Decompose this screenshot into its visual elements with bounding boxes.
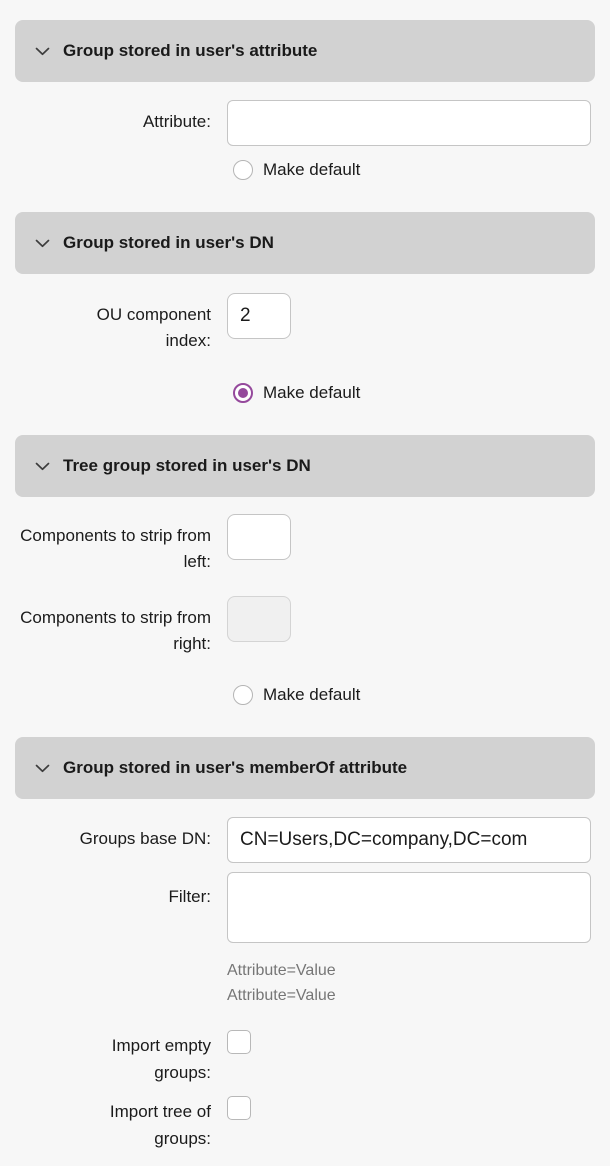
section-group-user-dn	[15, 212, 595, 403]
strip-right-label: Components to strip from right:	[20, 608, 211, 653]
section-title: Tree group stored in user's DN	[63, 456, 311, 475]
section-header-user-dn[interactable]	[15, 212, 595, 274]
make-default-radio-dn[interactable]	[233, 383, 253, 403]
chevron-down-icon	[35, 47, 50, 56]
import-tree-of-groups-checkbox[interactable]	[227, 1096, 251, 1120]
import-empty-groups-checkbox[interactable]	[227, 1030, 251, 1054]
ou-component-index-input[interactable]	[227, 293, 291, 339]
strip-left-input[interactable]	[227, 514, 291, 560]
strip-left-label: Components to strip from left:	[20, 526, 211, 571]
strip-right-input	[227, 596, 291, 642]
make-default-radio-tree-dn[interactable]	[233, 685, 253, 705]
make-default-radio-attribute[interactable]	[233, 160, 253, 180]
make-default-label: Make default	[263, 160, 361, 179]
import-empty-groups-label: Import empty groups:	[111, 1036, 211, 1082]
import-tree-of-groups-label: Import tree of groups:	[109, 1102, 211, 1148]
groups-base-dn-input[interactable]	[227, 817, 591, 863]
attribute-label: Attribute:	[142, 112, 211, 131]
section-title: Group stored in user's attribute	[63, 41, 318, 60]
filter-hint-line: Attribute=Value	[227, 987, 336, 1004]
make-default-label: Make default	[263, 383, 361, 402]
section-title: Group stored in user's DN	[63, 233, 274, 252]
filter-hints	[227, 958, 595, 1008]
filter-label: Filter:	[168, 887, 211, 906]
section-group-memberof	[15, 737, 595, 1152]
section-group-user-attribute	[15, 20, 595, 180]
section-header-user-attribute[interactable]	[15, 20, 595, 82]
make-default-label: Make default	[263, 685, 361, 704]
groups-base-dn-label: Groups base DN:	[79, 829, 211, 848]
attribute-input[interactable]	[227, 100, 591, 146]
chevron-down-icon	[35, 462, 50, 471]
section-header-memberof[interactable]	[15, 737, 595, 799]
ou-component-index-label: OU component index:	[96, 305, 211, 350]
filter-input[interactable]	[227, 872, 591, 943]
section-title: Group stored in user's memberOf attribute	[63, 758, 408, 777]
section-tree-group-user-dn	[15, 435, 595, 705]
filter-hint-line: Attribute=Value	[227, 962, 336, 979]
chevron-down-icon	[35, 239, 50, 248]
chevron-down-icon	[35, 764, 50, 773]
section-header-tree-dn[interactable]	[15, 435, 595, 497]
